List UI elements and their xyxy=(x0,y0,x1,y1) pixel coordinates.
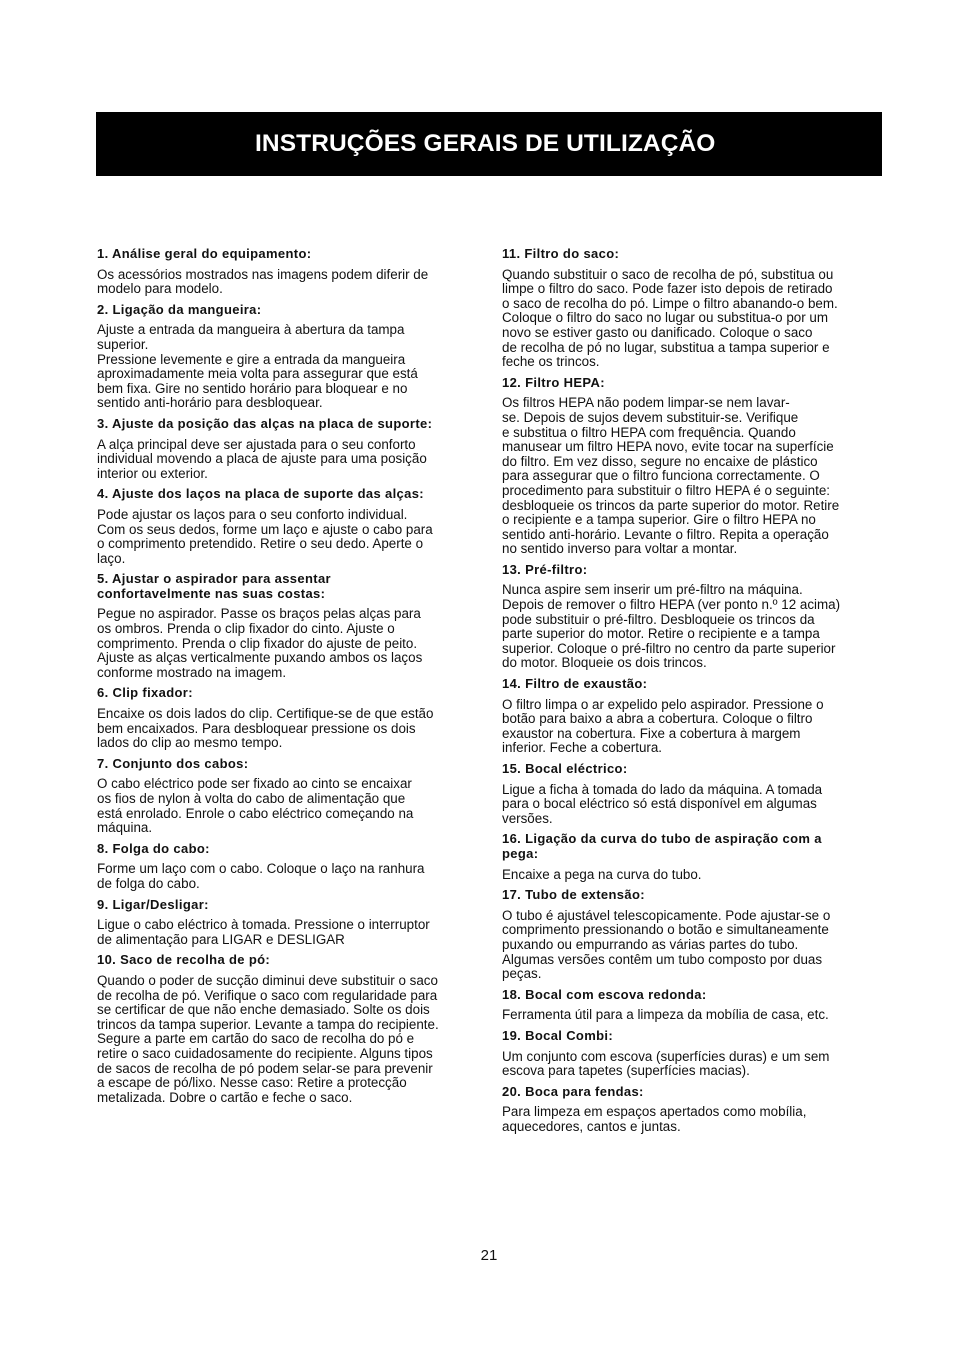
section-title: 19. Bocal Combi: xyxy=(502,1027,614,1043)
instruction-section xyxy=(97,247,481,297)
section-title: 20. Boca para fendas: xyxy=(502,1083,644,1099)
section-body: Pegue no aspirador. Passe os braços pelas alças para os ombros. Prenda o clip fixador do cinto. Ajuste o comprimento. Prenda o clip fixador do ajuste de peito. Ajuste as alças verticalmente puxando ambos os laços conforme mostrado na imagem. xyxy=(97,606,423,680)
section-body: Forme um laço com o cabo. Coloque o laço na ranhura de folga do cabo. xyxy=(97,861,425,891)
section-body: Ferramenta útil para a limpeza da mobília de casa, etc. xyxy=(502,1007,829,1023)
section-title: 1. Análise geral do equipamento: xyxy=(97,246,312,261)
section-body: O tubo é ajustável telescopicamente. Pode ajustar-se o comprimento pressionando o botão e simultaneamente puxando ou empurrando as várias partes do tubo. Algumas versões contêm um tubo composto por duas peças. xyxy=(502,907,831,982)
section-title: 14. Filtro de exaustão: xyxy=(502,676,648,692)
instruction-section xyxy=(97,953,481,1105)
section-body: O filtro limpa o ar expelido pelo aspirador. Pressione o botão para baixo a abra a cobertura. Coloque o filtro exaustor na cobertura. Fixe a cobertura à margem inferior. Feche a cobertura. xyxy=(502,696,824,756)
section-title: 12. Filtro HEPA: xyxy=(502,374,605,390)
section-body: Pode ajustar os laços para o seu conforto individual. Com os seus dedos, forme um laço e ajuste o cabo para o comprimento pretendido. Retire o seu dedo. Aperte o laço. xyxy=(97,506,433,566)
instruction-section xyxy=(97,842,481,892)
section-title: 3. Ajuste da posição das alças na placa de suporte: xyxy=(97,415,433,431)
section-title: 5. Ajustar o aspirador para assentar confortavelmente nas suas costas: xyxy=(97,571,331,601)
section-title: 4. Ajuste dos laços na placa de suporte das alças: xyxy=(97,486,424,502)
section-body: Ligue a ficha à tomada do lado da máquina. A tomada para o bocal eléctrico só está disponível em algumas versões. xyxy=(502,781,823,826)
instruction-section xyxy=(502,677,884,756)
section-title: 10. Saco de recolha de pó: xyxy=(97,952,271,968)
section-body: Quando o poder de sucção diminui deve substituir o saco de recolha de pó. Verifique o saco com regularidade para se certificar de que não enche demasiado. Solte os dois trincos da tampa superior. Levante a tampa do recipiente. Segure a parte em cartão do saco de recolha do pó e retire o saco cuidadosamente do recipiente. Alguns tipos de sacos de recolha de pó podem selar-se para prevenir a escape de pó/lixo. Nesse caso: Retire a protecção metalizada. Dobre o cartão e feche o saco. xyxy=(97,972,439,1105)
instruction-section xyxy=(502,1029,884,1079)
section-body: Os acessórios mostrados nas imagens podem diferir de modelo para modelo. xyxy=(97,266,429,297)
section-title: 15. Bocal eléctrico: xyxy=(502,761,628,776)
section-body: A alça principal deve ser ajustada para o seu conforto individual movendo a placa de ajuste para uma posição interior ou exterior. xyxy=(97,436,427,481)
section-title: 8. Folga do cabo: xyxy=(97,840,210,856)
section-body: Encaixe a pega na curva do tubo. xyxy=(502,866,702,882)
section-body: Quando substituir o saco de recolha de pó, substitua ou limpe o filtro do saco. Pode fazer isto depois de retirado o saco de recolha do pó. Limpe o filtro abanando-o bem. Coloque o filtro do saco no lugar ou substitua-o por um novo se estiver gasto ou danificado. Coloque o saco de recolha de pó no lugar, substitua a tampa superior e feche os trincos. xyxy=(502,266,838,370)
section-body: Para limpeza em espaços apertados como mobília, aquecedores, cantos e juntas. xyxy=(502,1104,807,1134)
section-body: Encaixe os dois lados do clip. Certifique-se de que estão bem encaixados. Para desbloquear pressione os dois lados do clip ao mesmo tempo. xyxy=(97,706,434,751)
instruction-section xyxy=(97,898,481,948)
section-title: 13. Pré-filtro: xyxy=(502,561,588,577)
section-title: 2. Ligação da mangueira: xyxy=(97,301,262,317)
left-column xyxy=(97,247,481,1111)
header-bar xyxy=(96,112,882,176)
section-title: 6. Clip fixador: xyxy=(97,685,193,701)
instruction-section xyxy=(97,417,481,481)
section-body: Nunca aspire sem inserir um pré-filtro na máquina. Depois de remover o filtro HEPA (ver ponto n.º 12 acima) pode substituir o pré-filtro. Desbloqueie os trincos da parte superior do motor. Retire o recipiente e a tampa superior. Coloque o pré-filtro no centro da parte superior do motor. Bloqueie os dois trincos. xyxy=(502,582,841,671)
instruction-section xyxy=(97,757,481,836)
section-body: Os filtros HEPA não podem limpar-se nem lavar- se. Depois de sujos devem substituir-se. Verifique e substitua o filtro HEPA com frequência. Quando manusear um filtro HEPA novo, evite tocar na superfície do filtro. Em vez disso, segure no encaixe de plástico para assegurar que o filtro funciona correctamente. O procedimento para substituir o filtro HEPA é o seguinte: desbloqueie os trincos da parte superior do motor. Retire o recipiente e a tampa superior. Gire o filtro HEPA no sentido anti-horário. Levante o filtro. Repita a operação no sentido inverso para voltar a montar. xyxy=(502,395,840,557)
instruction-section xyxy=(97,686,481,750)
page-number: 21 xyxy=(480,1247,498,1264)
section-body: O cabo eléctrico pode ser fixado ao cinto se encaixar os fios de nylon à volta do cabo de alimentação que está enrolado. Enrole o cabo eléctrico começando na máquina. xyxy=(97,776,414,836)
section-title: 7. Conjunto dos cabos: xyxy=(97,755,249,771)
instruction-section xyxy=(502,762,884,826)
section-body: Ligue o cabo eléctrico à tomada. Pressione o interruptor de alimentação para LIGAR e DESLIGAR xyxy=(97,917,430,947)
section-title: 16. Ligação da curva do tubo de aspiração com a pega: xyxy=(502,831,822,861)
section-body: Um conjunto com escova (superfícies duras) e um sem escova para tapetes (superfícies macias). xyxy=(502,1048,830,1079)
instruction-section xyxy=(502,832,884,882)
instruction-section xyxy=(97,303,481,411)
section-title: 17. Tubo de extensão: xyxy=(502,887,645,903)
instruction-section xyxy=(502,1085,884,1135)
instruction-section xyxy=(97,487,481,566)
page-title: INSTRUÇÕES GERAIS DE UTILIZAÇÃO xyxy=(255,130,716,157)
instruction-section xyxy=(502,247,884,370)
instruction-section xyxy=(502,888,884,982)
right-column xyxy=(502,247,884,1140)
instruction-section xyxy=(502,988,884,1023)
section-title: 18. Bocal com escova redonda: xyxy=(502,986,707,1002)
instruction-section xyxy=(97,572,481,680)
instruction-section xyxy=(502,563,884,671)
instruction-section xyxy=(502,376,884,557)
section-body: Ajuste a entrada da mangueira à abertura da tampa superior. Pressione levemente e gire a entrada da mangueira aproximadamente meia volta para assegurar que está bem fixa. Gire no sentido horário para bloquear e no sentido anti-horário para desbloquear. xyxy=(97,322,418,411)
section-title: 9. Ligar/Desligar: xyxy=(97,896,209,912)
section-title: 11. Filtro do saco: xyxy=(502,246,620,261)
